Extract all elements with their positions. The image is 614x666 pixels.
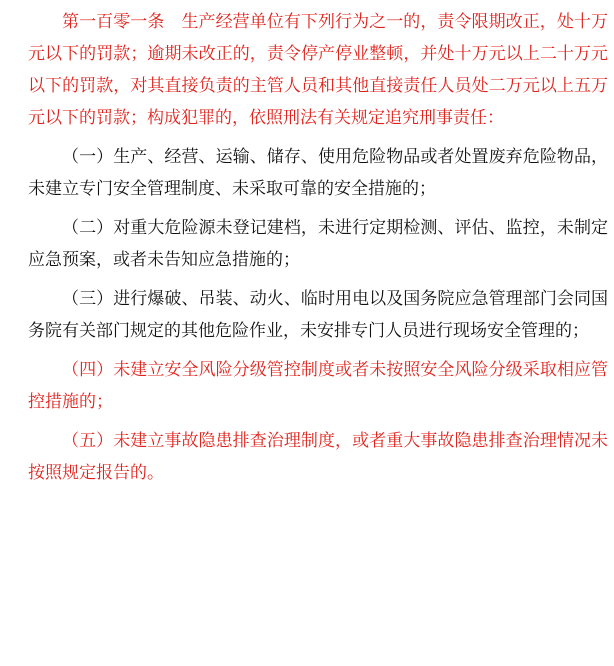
article-101-paragraph: [28, 6, 608, 134]
article-101-text: 第一百零一条 生产经营单位有下列行为之一的，责令限期改正，处十万元以下的罚款；逾期未改正的，责令停产停业整顿，并处十万元以上二十万元以下的罚款，对其直接负责的主管人员和其他直接责任人员处二万元以上五万元以下的罚款；构成犯罪的，依照刑法有关规定追究刑事责任：: [28, 12, 608, 128]
item-1-paragraph: [28, 141, 608, 205]
item-5-marker: （五）: [62, 431, 114, 451]
item-1-marker: （一）: [62, 147, 114, 167]
item-3-text: 进行爆破、吊装、动火、临时用电以及国务院应急管理部门会同国务院有关部门规定的其他危险作业，未安排专门人员进行现场安全管理的；: [28, 289, 609, 341]
item-3-marker: （三）: [62, 289, 114, 309]
item-4-paragraph: [28, 354, 608, 418]
item-4-text: 未建立安全风险分级管控制度或者未按照安全风险分级采取相应管控措施的；: [28, 360, 609, 412]
item-5-paragraph: [28, 425, 608, 489]
item-1-text: 生产、经营、运输、储存、使用危险物品或者处置废弃危险物品，未建立专门安全管理制度、未采取可靠的安全措施的；: [28, 147, 609, 199]
document-page: [28, 6, 608, 496]
item-2-paragraph: [28, 212, 608, 276]
item-3-paragraph: [28, 283, 608, 347]
item-2-text: 对重大危险源未登记建档，未进行定期检测、评估、监控，未制定应急预案，或者未告知应急措施的；: [28, 218, 609, 270]
item-2-marker: （二）: [62, 218, 114, 238]
item-4-marker: （四）: [62, 360, 114, 380]
item-5-text: 未建立事故隐患排查治理制度，或者重大事故隐患排查治理情况未按照规定报告的。: [28, 431, 609, 483]
